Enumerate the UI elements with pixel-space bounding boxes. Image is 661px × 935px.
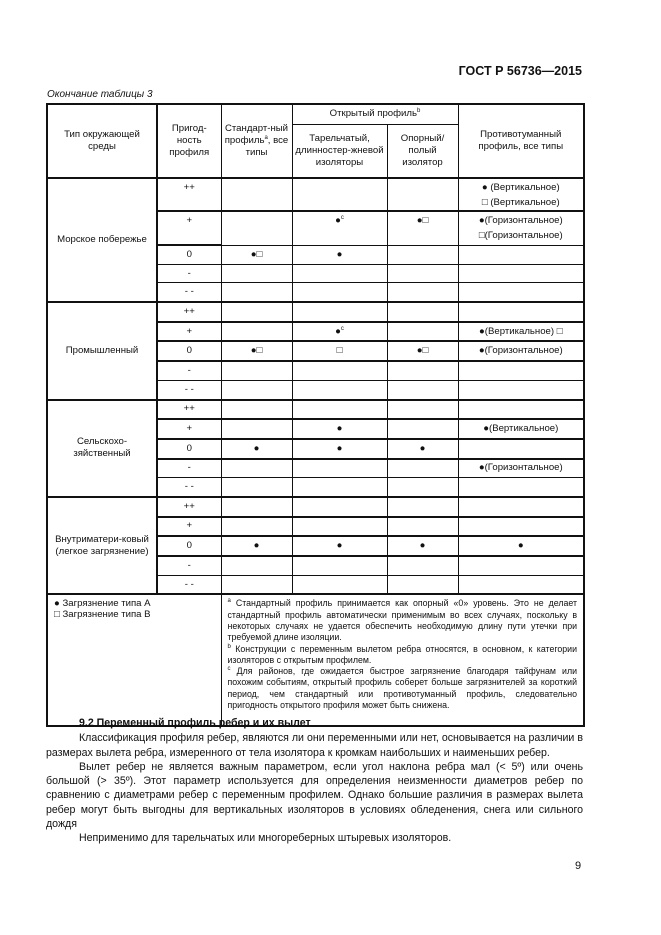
open-cap-cell: ● xyxy=(292,536,387,556)
footnote-b: $^b$ Конструкции с переменным вылетом ребра относятся, в основном, к категории изоляторов с открытым профилем. xyxy=(227,643,578,665)
antifog-cell xyxy=(458,517,584,537)
antifog-cell: ●(Вертикальное) □ xyxy=(458,322,584,342)
open-cap-cell xyxy=(292,497,387,517)
fitness-cell: - xyxy=(157,361,221,380)
antifog-cell: ● xyxy=(458,536,584,556)
standard-cell xyxy=(221,380,292,399)
col-header-standard: Стандарт-ный профиль$^a$, все типы xyxy=(221,104,292,178)
open-cap-cell xyxy=(292,178,387,211)
open-cap-cell xyxy=(292,478,387,497)
open-cap-cell xyxy=(292,575,387,594)
antifog-cell xyxy=(458,497,584,517)
antifog-cell xyxy=(458,478,584,497)
open-cap-cell xyxy=(292,459,387,478)
env-cell: Промышленный xyxy=(47,302,157,399)
open-support-cell: ●□ xyxy=(387,341,458,361)
antifog-cell: ● (Вертикальное) □ (Вертикальное) xyxy=(458,178,584,211)
open-cap-cell: ●$^c$ xyxy=(292,211,387,245)
fitness-cell: 0 xyxy=(157,536,221,556)
col-header-antifog: Противотуманный профиль, все типы xyxy=(458,104,584,178)
standard-cell xyxy=(221,459,292,478)
antifog-cell xyxy=(458,245,584,264)
standard-cell xyxy=(221,302,292,322)
standard-cell xyxy=(221,322,292,342)
col-header-fitness: Пригод-ность профиля xyxy=(157,104,221,178)
antifog-cell xyxy=(458,380,584,399)
open-cap-cell: ● xyxy=(292,439,387,459)
open-support-cell xyxy=(387,380,458,399)
table-caption: Окончание таблицы 3 xyxy=(47,89,153,100)
legend-type-a: ● Загрязнение типа A xyxy=(54,598,151,610)
standard-cell xyxy=(221,517,292,537)
fitness-cell: - - xyxy=(157,380,221,399)
open-support-cell xyxy=(387,302,458,322)
standard-cell: ●□ xyxy=(221,341,292,361)
standard-cell: ● xyxy=(221,536,292,556)
antifog-cell xyxy=(458,400,584,420)
fitness-cell: 0 xyxy=(157,341,221,361)
fitness-cell: + xyxy=(157,517,221,537)
profile-suitability-table xyxy=(46,103,585,727)
open-support-cell: ● xyxy=(387,439,458,459)
open-cap-cell: ● xyxy=(292,245,387,264)
fitness-cell: - xyxy=(157,556,221,575)
env-cell: Морское побережье xyxy=(47,178,157,302)
standard-cell xyxy=(221,497,292,517)
open-support-cell: ●□ xyxy=(387,211,458,245)
standard-cell xyxy=(221,419,292,439)
footnote-c: $^c$ Для районов, где ожидается быстрое загрязнение благодаря тайфунам или похожим событиям, открытый профиль соберет больше загрязнителей за короткий период, чем стандартный или противотуманный профиль, следовательно пригодность открытого профиля может быть снижена. xyxy=(227,666,578,711)
open-cap-cell: ● xyxy=(292,419,387,439)
open-cap-cell xyxy=(292,400,387,420)
section-paragraph: Классификация профиля ребер, являются ли они переменными или нет, основывается на различии в размерах вылета ребра, измеренного от тела изолятора к кромкам наибольших и наименьших ребер. xyxy=(46,732,583,759)
fitness-cell: + xyxy=(157,211,221,245)
fitness-cell: 0 xyxy=(157,439,221,459)
col-header-open-support: Опорный/ полый изолятор xyxy=(387,124,458,178)
antifog-cell xyxy=(458,575,584,594)
standard-cell xyxy=(221,283,292,302)
open-support-cell xyxy=(387,575,458,594)
fitness-cell: - xyxy=(157,264,221,283)
open-support-cell xyxy=(387,322,458,342)
open-support-cell xyxy=(387,419,458,439)
open-support-cell xyxy=(387,245,458,264)
fitness-cell: ++ xyxy=(157,400,221,420)
antifog-cell xyxy=(458,361,584,380)
open-support-cell xyxy=(387,497,458,517)
open-support-cell: ● xyxy=(387,536,458,556)
antifog-cell xyxy=(458,264,584,283)
open-cap-cell xyxy=(292,264,387,283)
section-paragraph: Вылет ребер не является важным параметром, если угол наклона ребра мал (< 5º) или очень большой (> 35º). Этот параметр используется для определения неизменности диаметров ребер по сравнению с диаметрами ребер с переменным профилем. Однако большие различия в размерах вылета ребер могут быть выгодны для вертикальных изоляторов в условиях обледенения, снега или сильного дождя xyxy=(46,760,583,831)
open-support-cell xyxy=(387,283,458,302)
fitness-cell: + xyxy=(157,419,221,439)
antifog-cell: ●(Вертикальное) xyxy=(458,419,584,439)
standard-cell xyxy=(221,575,292,594)
standard-cell xyxy=(221,400,292,420)
open-cap-cell: □ xyxy=(292,341,387,361)
document-standard-number: ГОСТ Р 56736—2015 xyxy=(458,64,582,78)
open-cap-cell xyxy=(292,361,387,380)
open-support-cell xyxy=(387,517,458,537)
legend-cell xyxy=(47,594,221,726)
antifog-cell: ●(Горизонтальное) □(Горизонтальное) xyxy=(458,211,584,245)
fitness-cell: ++ xyxy=(157,497,221,517)
open-cap-cell xyxy=(292,517,387,537)
fitness-cell: - - xyxy=(157,478,221,497)
open-cap-cell: ●$^c$ xyxy=(292,322,387,342)
fitness-cell: ++ xyxy=(157,302,221,322)
legend-type-b: □ Загрязнение типа B xyxy=(54,609,151,621)
standard-cell xyxy=(221,556,292,575)
standard-cell xyxy=(221,361,292,380)
open-support-cell xyxy=(387,459,458,478)
open-support-cell xyxy=(387,400,458,420)
fitness-cell: + xyxy=(157,322,221,342)
footnote-a: $^a$ Стандартный профиль принимается как опорный «0» уровень. Это не делает стандартный профиль автоматически применимым во всех случаях, поскольку в некоторых случаях не удается обеспечить необходимую длину пути утечки при требуемой длине изоляции. xyxy=(227,598,578,643)
standard-cell xyxy=(221,178,292,211)
antifog-cell xyxy=(458,556,584,575)
fitness-cell: - xyxy=(157,459,221,478)
open-support-cell xyxy=(387,264,458,283)
env-cell: Сельскохо-зяйственный xyxy=(47,400,157,497)
standard-cell: ●□ xyxy=(221,245,292,264)
section-paragraph: Неприменимо для тарельчатых или многореберных штыревых изоляторов. xyxy=(79,832,452,845)
col-header-env: Тип окружающей среды xyxy=(47,104,157,178)
open-support-cell xyxy=(387,178,458,211)
standard-cell xyxy=(221,211,292,245)
standard-cell: ● xyxy=(221,439,292,459)
fitness-cell: 0 xyxy=(157,245,221,264)
antifog-cell: ●(Горизонтальное) xyxy=(458,341,584,361)
col-header-open-cap: Тарельчатый, длинностер-жневой изоляторы xyxy=(292,124,387,178)
env-cell: Внутриматери-ковый (легкое загрязнение) xyxy=(47,497,157,594)
antifog-cell xyxy=(458,283,584,302)
open-cap-cell xyxy=(292,380,387,399)
section-9-2 xyxy=(46,716,583,846)
open-cap-cell xyxy=(292,302,387,322)
standard-cell xyxy=(221,478,292,497)
page-number: 9 xyxy=(575,860,582,872)
antifog-cell xyxy=(458,439,584,459)
fitness-cell: ++ xyxy=(157,178,221,211)
open-support-cell xyxy=(387,361,458,380)
fitness-cell: - - xyxy=(157,283,221,302)
open-support-cell xyxy=(387,478,458,497)
fitness-cell: - - xyxy=(157,575,221,594)
section-heading: 9.2 Переменный профиль ребер и их вылет xyxy=(79,717,311,729)
footnotes-cell xyxy=(221,594,584,726)
antifog-cell: ●(Горизонтальное) xyxy=(458,459,584,478)
open-cap-cell xyxy=(292,556,387,575)
standard-cell xyxy=(221,264,292,283)
antifog-cell xyxy=(458,302,584,322)
open-support-cell xyxy=(387,556,458,575)
open-cap-cell xyxy=(292,283,387,302)
col-header-open-group: Открытый профиль$^b$ xyxy=(292,104,458,124)
